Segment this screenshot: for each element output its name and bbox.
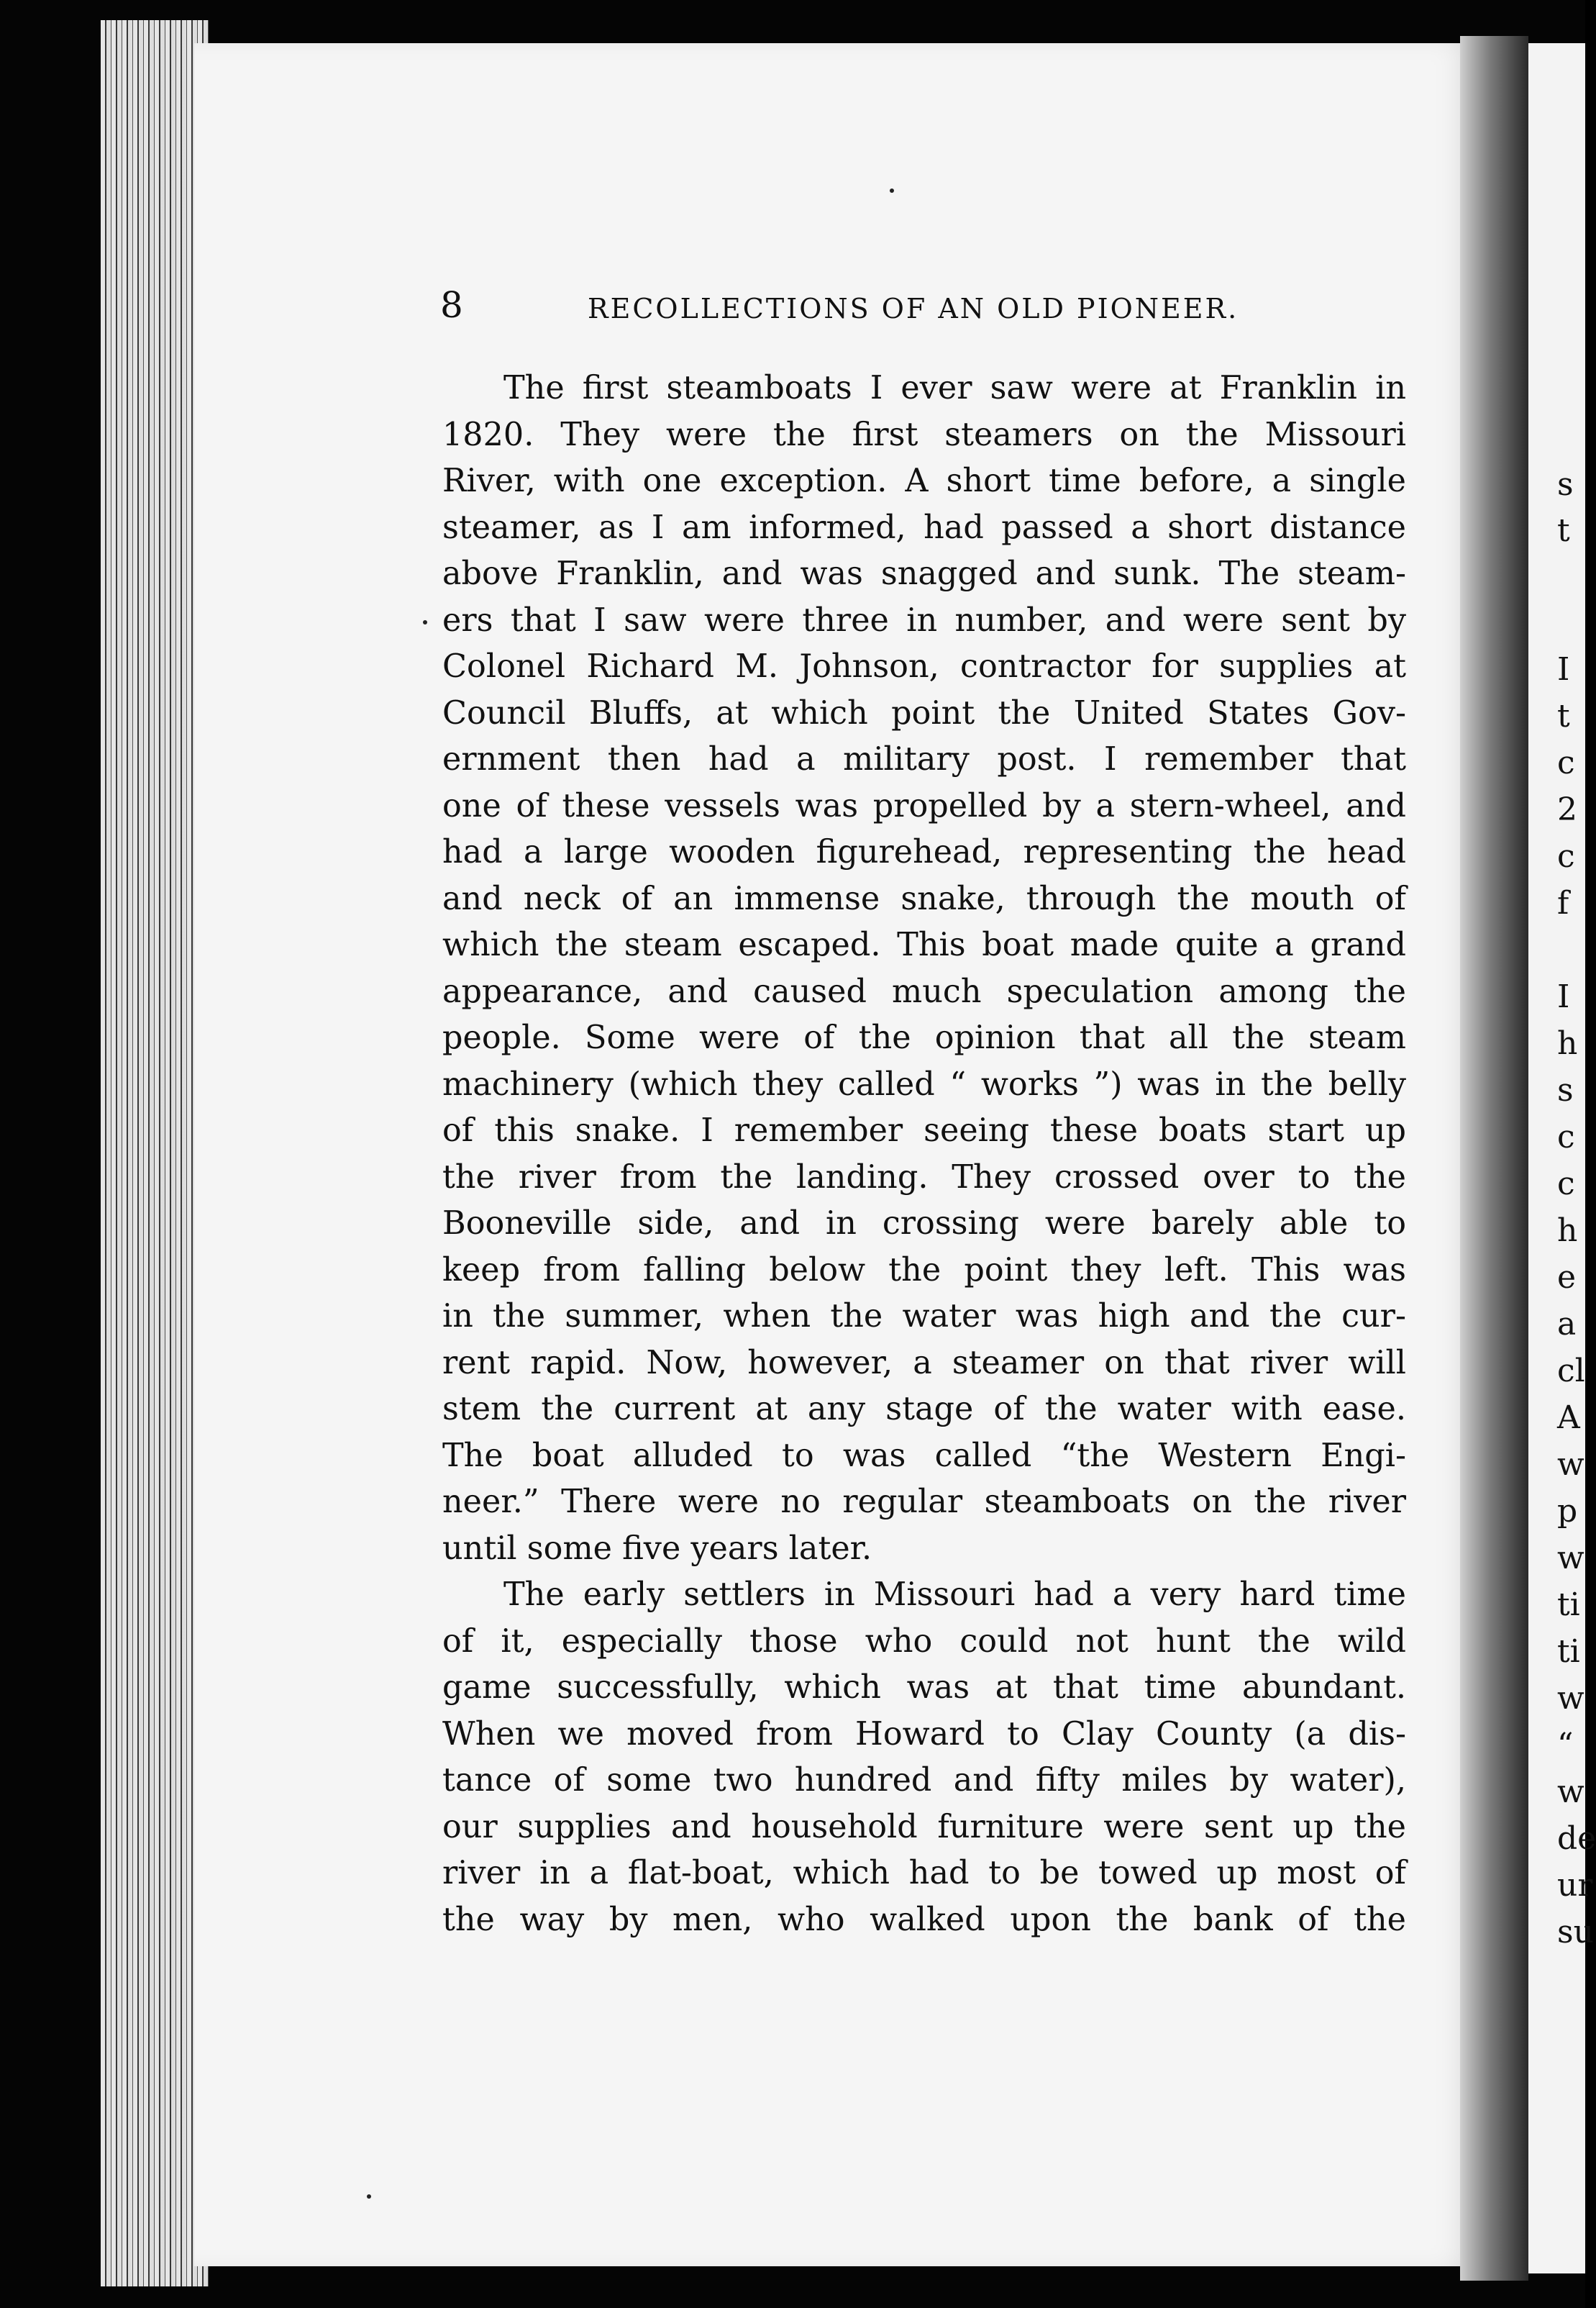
page-edges (101, 20, 209, 2286)
facing-fragment: w (1557, 1680, 1584, 1717)
facing-fragment: t (1557, 512, 1570, 549)
text-line: until some five years later. (442, 1530, 872, 1567)
text-line: keep from falling below the point they left. This was (442, 1251, 1406, 1289)
facing-fragment: s (1557, 466, 1574, 503)
page-number: 8 (440, 284, 463, 326)
facing-fragment: w (1557, 1773, 1584, 1810)
facing-fragment: 2 (1557, 791, 1577, 828)
text-line: of this snake. I remember seeing these boats start up (442, 1112, 1406, 1149)
speck (423, 620, 427, 624)
text-line: The early settlers in Missouri had a very hard time (503, 1576, 1406, 1613)
text-line: and neck of an immense snake, through the mouth of (442, 880, 1406, 917)
text-line: The boat alluded to was called “the Western Engi- (442, 1437, 1406, 1474)
facing-fragment: c (1557, 745, 1575, 781)
text-line: River, with one exception. A short time before, a single (442, 463, 1406, 499)
facing-fragment: p (1557, 1493, 1578, 1530)
text-line: the river from the landing. They crossed over to the (442, 1158, 1406, 1196)
text-line: our supplies and household furniture were sent up the (442, 1808, 1406, 1845)
text-line: above Franklin, and was snagged and sunk. The steam- (442, 555, 1406, 592)
facing-fragment: w (1557, 1540, 1584, 1576)
facing-fragment: ur (1557, 1867, 1593, 1904)
text-line: Council Bluffs, at which point the United States Gov- (442, 694, 1406, 732)
text-line: steamer, as I am informed, had passed a short distance (442, 509, 1406, 546)
facing-fragment: su (1557, 1914, 1594, 1950)
facing-fragment: A (1557, 1399, 1580, 1436)
facing-page-text-fragments (1557, 0, 1596, 2308)
facing-fragment: ti (1557, 1633, 1580, 1670)
text-line: Booneville side, and in crossing were barely able to (442, 1205, 1406, 1242)
text-line: machinery (which they called “ works ”) was in the belly (442, 1066, 1406, 1103)
text-line: appearance, and caused much speculation among the (442, 973, 1406, 1010)
text-line: When we moved from Howard to Clay County (a dis- (442, 1715, 1406, 1753)
book-gutter (1460, 36, 1528, 2281)
speck (367, 2194, 371, 2199)
text-line: river in a flat-boat, which had to be towed up most of (442, 1855, 1406, 1891)
text-line: Colonel Richard M. Johnson, contractor for supplies at (442, 648, 1406, 685)
facing-fragment: I (1557, 651, 1570, 688)
text-line: the way by men, who walked upon the bank of the (442, 1901, 1406, 1938)
page-header (440, 284, 1433, 327)
text-line: of it, especially those who could not hunt the wild (442, 1622, 1406, 1660)
facing-fragment: h (1557, 1025, 1578, 1062)
text-line: in the summer, when the water was high and the cur- (442, 1298, 1406, 1335)
speck (890, 188, 894, 193)
facing-fragment: t (1557, 698, 1570, 735)
facing-fragment: h (1557, 1212, 1578, 1249)
facing-fragment: a (1557, 1306, 1577, 1342)
text-line: which the steam escaped. This boat made quite a grand (442, 927, 1406, 963)
text-line: The first steamboats I ever saw were at Franklin in (503, 370, 1406, 406)
text-line: neer.” There were no regular steamboats on the river (442, 1484, 1406, 1520)
text-line: rent rapid. Now, however, a steamer on that river will (442, 1344, 1406, 1381)
facing-fragment: I (1557, 978, 1570, 1015)
text-line: 1820. They were the first steamers on the Missouri (442, 416, 1406, 453)
facing-fragment: “ (1557, 1727, 1574, 1763)
text-line: people. Some were of the opinion that all the steam (442, 1019, 1406, 1056)
facing-fragment: ti (1557, 1586, 1580, 1623)
facing-fragment: s (1557, 1072, 1574, 1109)
running-head: RECOLLECTIONS OF AN OLD PIONEER. (588, 293, 1239, 324)
facing-fragment: cl (1557, 1353, 1585, 1389)
facing-fragment: e (1557, 1259, 1577, 1296)
text-line: tance of some two hundred and fifty miles by water), (442, 1762, 1406, 1799)
text-line: stem the current at any stage of the water with ease. (442, 1391, 1406, 1427)
facing-fragment: c (1557, 1166, 1575, 1202)
body-text (442, 365, 1406, 1943)
text-line: one of these vessels was propelled by a stern-wheel, and (442, 787, 1406, 824)
text-line: ers that I saw were three in number, and were sent by (442, 601, 1406, 639)
text-line: game successfully, which was at that time abundant. (442, 1669, 1406, 1706)
text-line: had a large wooden figurehead, representing the head (442, 834, 1406, 871)
text-line: ernment then had a military post. I remember that (442, 741, 1406, 778)
facing-fragment: c (1557, 838, 1575, 875)
facing-fragment: de (1557, 1820, 1596, 1857)
facing-fragment: c (1557, 1119, 1575, 1155)
facing-fragment: w (1557, 1446, 1584, 1483)
facing-fragment: f (1557, 885, 1569, 922)
